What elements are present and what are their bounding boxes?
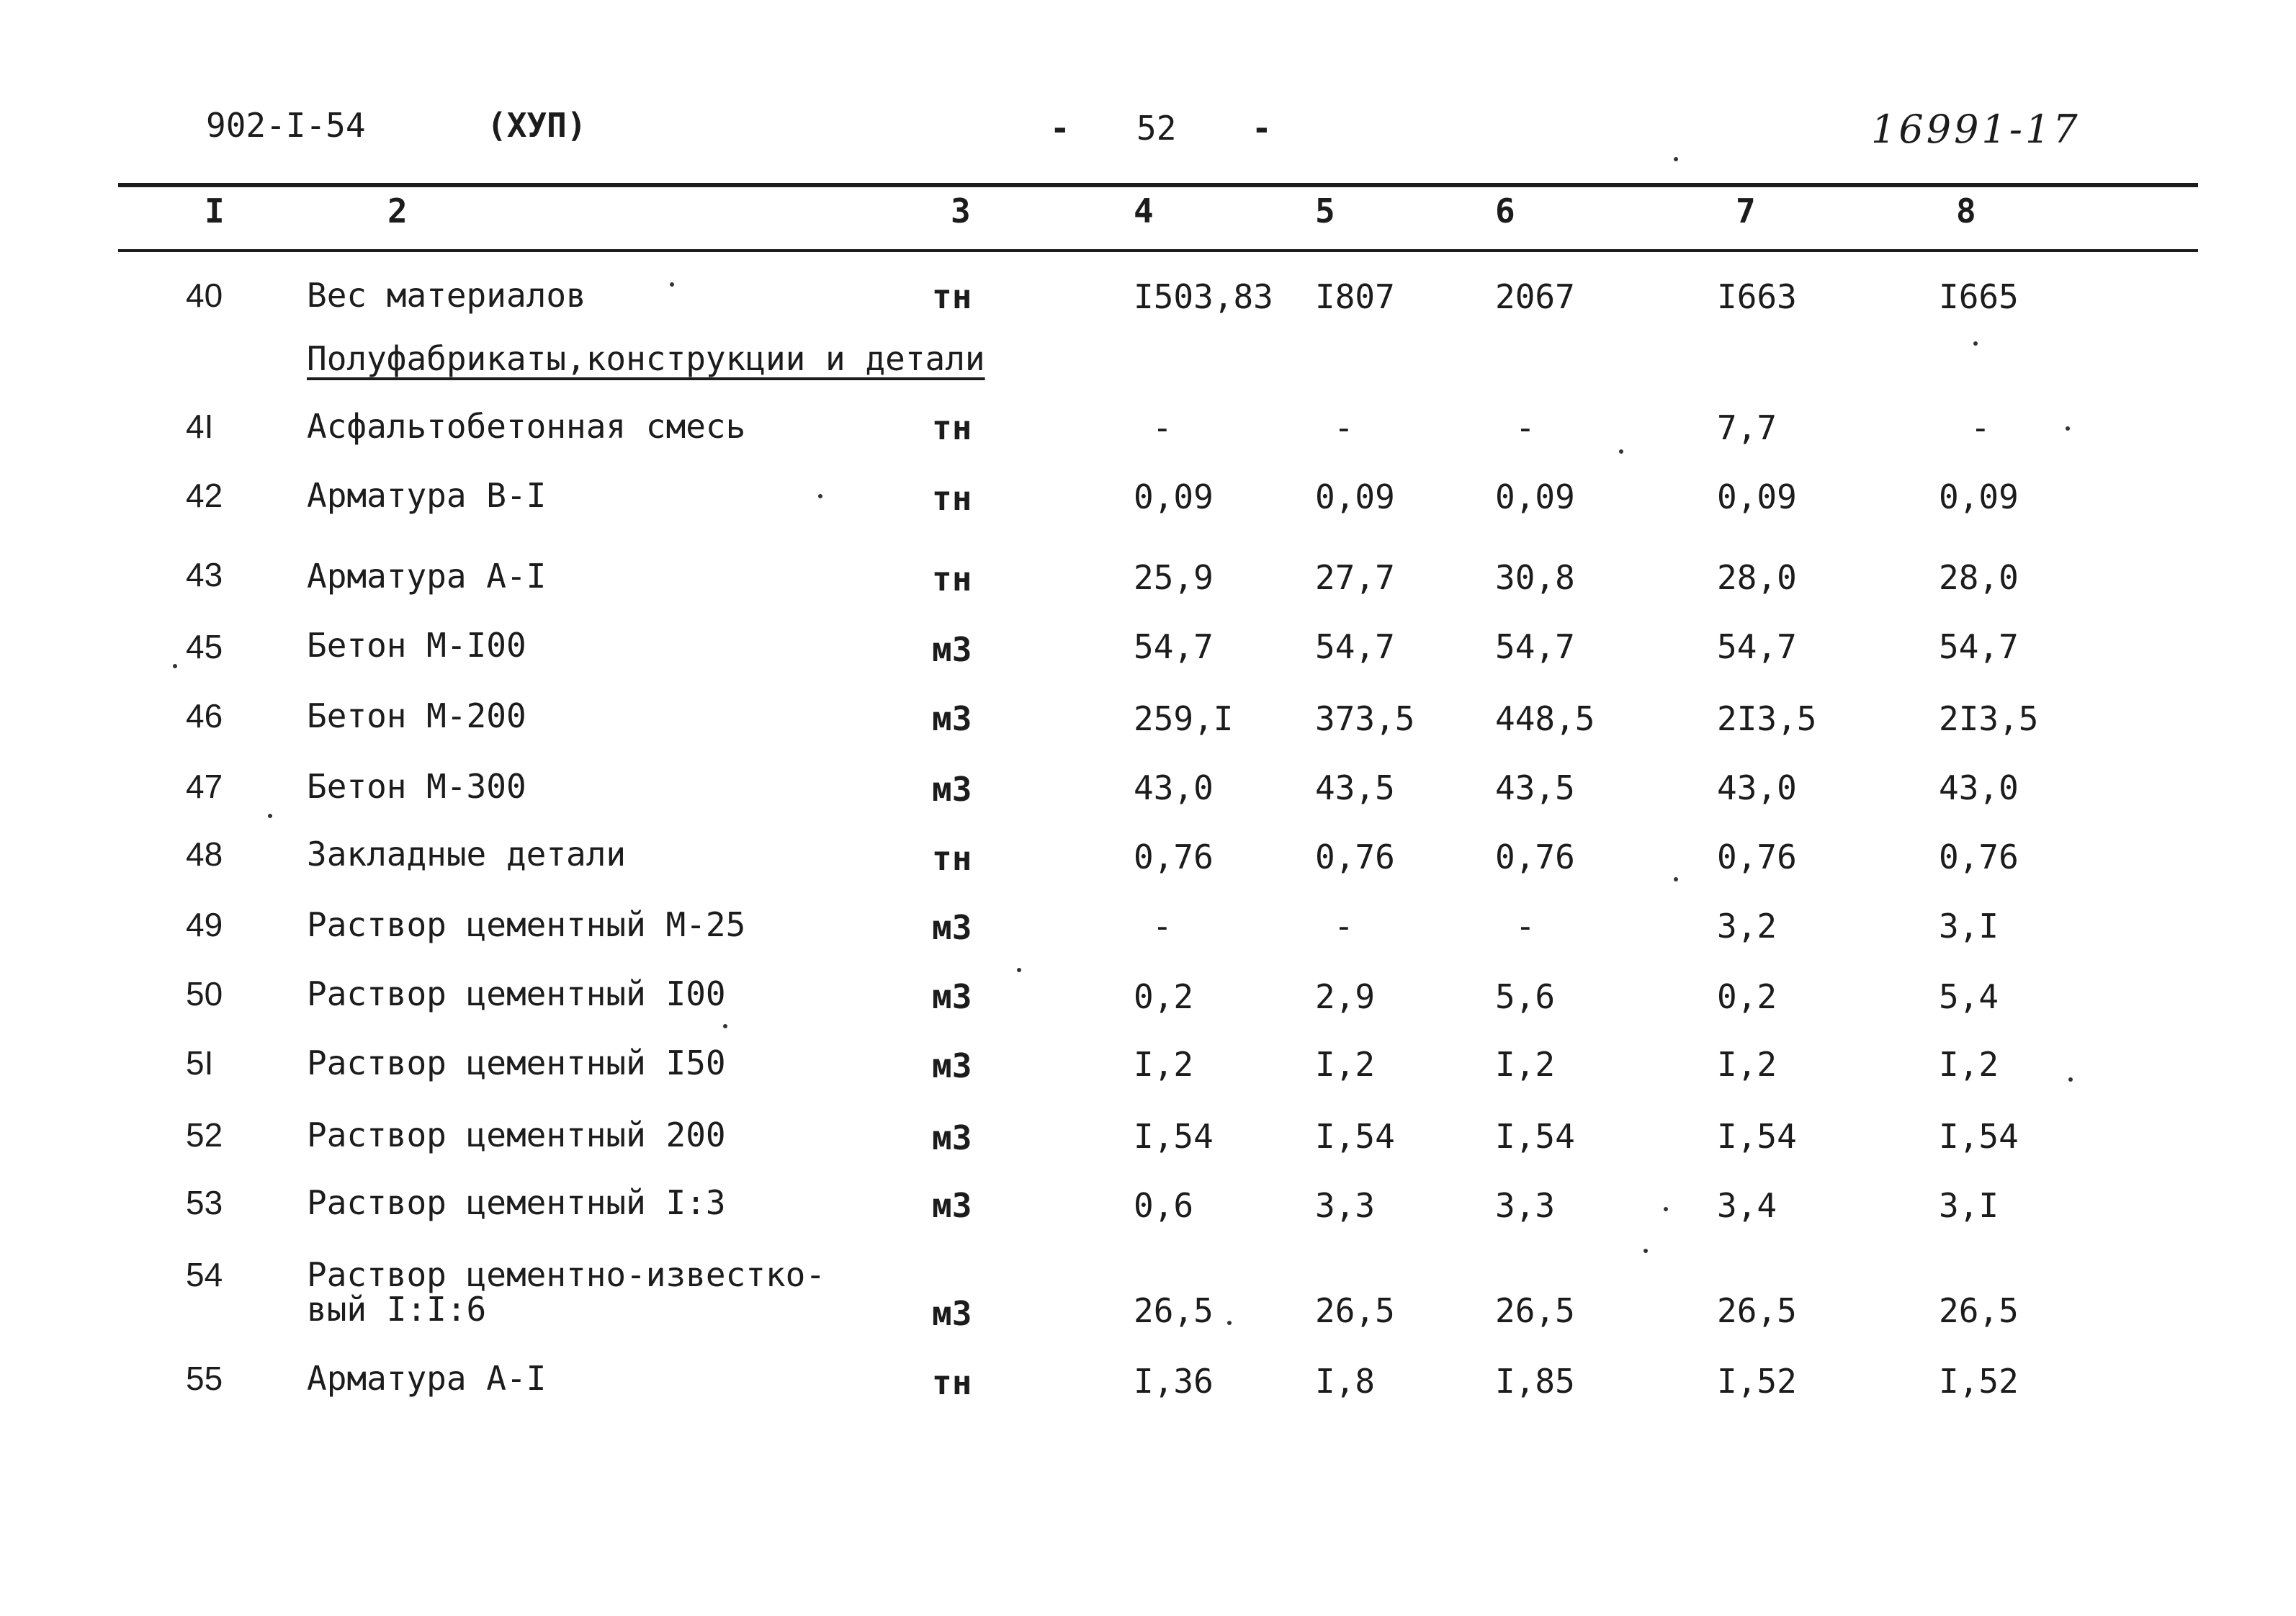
value-col-4: 0,6 bbox=[1134, 1186, 1194, 1225]
value-col-8: I665 bbox=[1939, 277, 2019, 316]
value-col-6: 0,09 bbox=[1495, 477, 1575, 516]
unit: м3 bbox=[932, 977, 972, 1016]
value-col-4: - bbox=[1152, 907, 1172, 946]
column-number-6: 6 bbox=[1495, 192, 1515, 230]
unit: тн bbox=[932, 408, 972, 447]
value-col-4: - bbox=[1152, 408, 1172, 447]
unit: тн bbox=[932, 277, 972, 316]
value-col-6: - bbox=[1515, 408, 1535, 447]
value-col-7: 28,0 bbox=[1717, 558, 1797, 597]
unit: м3 bbox=[932, 1046, 972, 1085]
material-name: Бетон М-I00 bbox=[307, 626, 526, 665]
unit: м3 bbox=[932, 1294, 972, 1333]
value-col-5: 43,5 bbox=[1315, 768, 1395, 807]
scan-speck bbox=[1973, 341, 1978, 346]
value-col-4: 43,0 bbox=[1134, 768, 1214, 807]
page-dash-right: - bbox=[1252, 109, 1272, 148]
unit: тн bbox=[932, 839, 972, 878]
scan-speck bbox=[1643, 1249, 1648, 1253]
value-col-8: 54,7 bbox=[1939, 627, 2019, 666]
value-col-7: I,54 bbox=[1717, 1117, 1797, 1156]
value-col-5: - bbox=[1334, 907, 1354, 946]
table-top-rule bbox=[118, 183, 2198, 187]
value-col-8: I,54 bbox=[1939, 1117, 2019, 1156]
column-number-7: 7 bbox=[1736, 192, 1756, 230]
material-name: Вес материалов bbox=[307, 276, 586, 315]
value-col-5: I807 bbox=[1315, 277, 1395, 316]
material-name: Раствор цементно-известко- вый I:I:6 bbox=[307, 1255, 826, 1329]
value-col-6: 3,3 bbox=[1495, 1186, 1556, 1225]
value-col-6: - bbox=[1515, 907, 1535, 946]
value-col-5: 373,5 bbox=[1315, 699, 1415, 738]
value-col-8: 3,I bbox=[1939, 907, 1999, 946]
value-col-5: I,2 bbox=[1315, 1045, 1376, 1084]
value-col-4: 259,I bbox=[1134, 699, 1234, 738]
value-col-6: I,54 bbox=[1495, 1117, 1575, 1156]
material-name: Раствор цементный М-25 bbox=[307, 905, 746, 944]
value-col-6: I,2 bbox=[1495, 1045, 1556, 1084]
value-col-7: 0,76 bbox=[1717, 838, 1797, 876]
unit: тн bbox=[932, 560, 972, 598]
value-col-8: 3,I bbox=[1939, 1186, 1999, 1225]
value-col-7: I663 bbox=[1717, 277, 1797, 316]
material-name: Раствор цементный I:3 bbox=[307, 1183, 726, 1222]
row-number: 50 bbox=[186, 975, 223, 1013]
row-number: 4I bbox=[186, 408, 214, 445]
value-col-8: I,2 bbox=[1939, 1045, 1999, 1084]
column-number-1: I bbox=[205, 192, 225, 230]
unit: м3 bbox=[932, 908, 972, 947]
value-col-5: - bbox=[1334, 408, 1354, 447]
value-col-7: 2I3,5 bbox=[1717, 699, 1817, 738]
value-col-7: 7,7 bbox=[1717, 408, 1777, 447]
column-number-2: 2 bbox=[387, 192, 408, 230]
value-col-6: 26,5 bbox=[1495, 1291, 1575, 1330]
value-col-8: 43,0 bbox=[1939, 768, 2019, 807]
value-col-5: 27,7 bbox=[1315, 558, 1395, 597]
value-col-7: 0,2 bbox=[1717, 977, 1777, 1016]
value-col-5: I,8 bbox=[1315, 1362, 1376, 1401]
row-number: 46 bbox=[186, 697, 223, 735]
unit: м3 bbox=[932, 1118, 972, 1157]
row-number: 45 bbox=[186, 628, 223, 665]
material-name: Раствор цементный I00 bbox=[307, 974, 726, 1013]
scan-speck bbox=[268, 814, 272, 818]
value-col-7: 3,2 bbox=[1717, 907, 1777, 946]
value-col-7: I,2 bbox=[1717, 1045, 1777, 1084]
row-number: 55 bbox=[186, 1360, 223, 1397]
value-col-4: 26,5 bbox=[1134, 1291, 1214, 1330]
value-col-4: 0,09 bbox=[1134, 477, 1214, 516]
material-name: Арматура А-I bbox=[307, 557, 547, 596]
scan-speck bbox=[1674, 157, 1678, 161]
value-col-6: 0,76 bbox=[1495, 838, 1575, 876]
unit: тн bbox=[932, 479, 972, 518]
column-number-5: 5 bbox=[1315, 192, 1335, 230]
value-col-7: 26,5 bbox=[1717, 1291, 1797, 1330]
value-col-5: 3,3 bbox=[1315, 1186, 1376, 1225]
value-col-7: 43,0 bbox=[1717, 768, 1797, 807]
unit: м3 bbox=[932, 699, 972, 738]
material-name: Бетон М-300 bbox=[307, 767, 526, 806]
material-name: Закладные детали bbox=[307, 835, 627, 874]
scan-speck bbox=[1619, 449, 1623, 454]
row-number: 48 bbox=[186, 835, 223, 873]
unit: м3 bbox=[932, 630, 972, 669]
unit: м3 bbox=[932, 770, 972, 809]
material-name: Асфальтобетонная смесь bbox=[307, 407, 746, 446]
scan-speck bbox=[1664, 1207, 1668, 1211]
value-col-7: 0,09 bbox=[1717, 477, 1797, 516]
scan-speck bbox=[173, 664, 177, 668]
value-col-4: I,36 bbox=[1134, 1362, 1214, 1401]
value-col-6: 5,6 bbox=[1495, 977, 1556, 1016]
value-col-4: I503,83 bbox=[1134, 277, 1273, 316]
value-col-8: 2I3,5 bbox=[1939, 699, 2039, 738]
unit: тн bbox=[932, 1363, 972, 1402]
page-dash-left: - bbox=[1050, 109, 1070, 148]
value-col-5: 0,09 bbox=[1315, 477, 1395, 516]
page-number: 52 bbox=[1136, 109, 1177, 148]
scan-speck bbox=[1227, 1321, 1232, 1325]
value-col-6: I,85 bbox=[1495, 1362, 1575, 1401]
value-col-4: 25,9 bbox=[1134, 558, 1214, 597]
value-col-6: 448,5 bbox=[1495, 699, 1595, 738]
scan-speck bbox=[670, 282, 674, 287]
value-col-5: 26,5 bbox=[1315, 1291, 1395, 1330]
row-number: 54 bbox=[186, 1256, 223, 1293]
material-name: Арматура А-I bbox=[307, 1359, 547, 1398]
value-col-4: 0,76 bbox=[1134, 838, 1214, 876]
table-header-rule bbox=[118, 249, 2198, 252]
value-col-6: 54,7 bbox=[1495, 627, 1575, 666]
material-name: Арматура В-I bbox=[307, 476, 547, 515]
value-col-8: 0,09 bbox=[1939, 477, 2019, 516]
value-col-5: 0,76 bbox=[1315, 838, 1395, 876]
scan-speck bbox=[2066, 426, 2070, 431]
scan-speck bbox=[2068, 1077, 2073, 1082]
scan-speck bbox=[1674, 877, 1678, 881]
value-col-6: 2067 bbox=[1495, 277, 1575, 316]
value-col-5: 54,7 bbox=[1315, 627, 1395, 666]
value-col-8: 26,5 bbox=[1939, 1291, 2019, 1330]
value-col-5: 2,9 bbox=[1315, 977, 1376, 1016]
column-number-4: 4 bbox=[1134, 192, 1154, 230]
row-number: 42 bbox=[186, 477, 223, 514]
value-col-6: 30,8 bbox=[1495, 558, 1575, 597]
value-col-8: 5,4 bbox=[1939, 977, 1999, 1016]
value-col-8: I,52 bbox=[1939, 1362, 2019, 1401]
value-col-4: 0,2 bbox=[1134, 977, 1194, 1016]
value-col-4: I,2 bbox=[1134, 1045, 1194, 1084]
value-col-7: 54,7 bbox=[1717, 627, 1797, 666]
document-series: (ХУП) bbox=[487, 106, 587, 145]
value-col-8: 0,76 bbox=[1939, 838, 2019, 876]
material-name: Бетон М-200 bbox=[307, 696, 526, 735]
value-col-7: 3,4 bbox=[1717, 1186, 1777, 1225]
value-col-8: 28,0 bbox=[1939, 558, 2019, 597]
value-col-5: I,54 bbox=[1315, 1117, 1395, 1156]
column-number-8: 8 bbox=[1956, 192, 1976, 230]
row-number: 47 bbox=[186, 768, 223, 805]
inventory-number: 16991-17 bbox=[1871, 107, 2081, 152]
row-number: 49 bbox=[186, 906, 223, 943]
value-col-4: 54,7 bbox=[1134, 627, 1214, 666]
material-name: Раствор цементный 200 bbox=[307, 1116, 726, 1154]
value-col-4: I,54 bbox=[1134, 1117, 1214, 1156]
unit: м3 bbox=[932, 1186, 972, 1225]
column-number-3: 3 bbox=[951, 192, 971, 230]
row-number: 40 bbox=[186, 277, 223, 314]
section-subheading: Полуфабрикаты,конструкции и детали bbox=[307, 339, 985, 378]
value-col-8: - bbox=[1970, 408, 1991, 447]
value-col-6: 43,5 bbox=[1495, 768, 1575, 807]
row-number: 53 bbox=[186, 1184, 223, 1221]
scan-speck bbox=[818, 494, 822, 498]
row-number: 52 bbox=[186, 1116, 223, 1154]
material-name: Раствор цементный I50 bbox=[307, 1043, 726, 1082]
value-col-7: I,52 bbox=[1717, 1362, 1797, 1401]
row-number: 5I bbox=[186, 1044, 214, 1082]
scan-speck bbox=[723, 1024, 727, 1028]
document-code: 902-I-54 bbox=[206, 106, 366, 145]
row-number: 43 bbox=[186, 556, 223, 593]
scan-speck bbox=[1017, 968, 1021, 972]
